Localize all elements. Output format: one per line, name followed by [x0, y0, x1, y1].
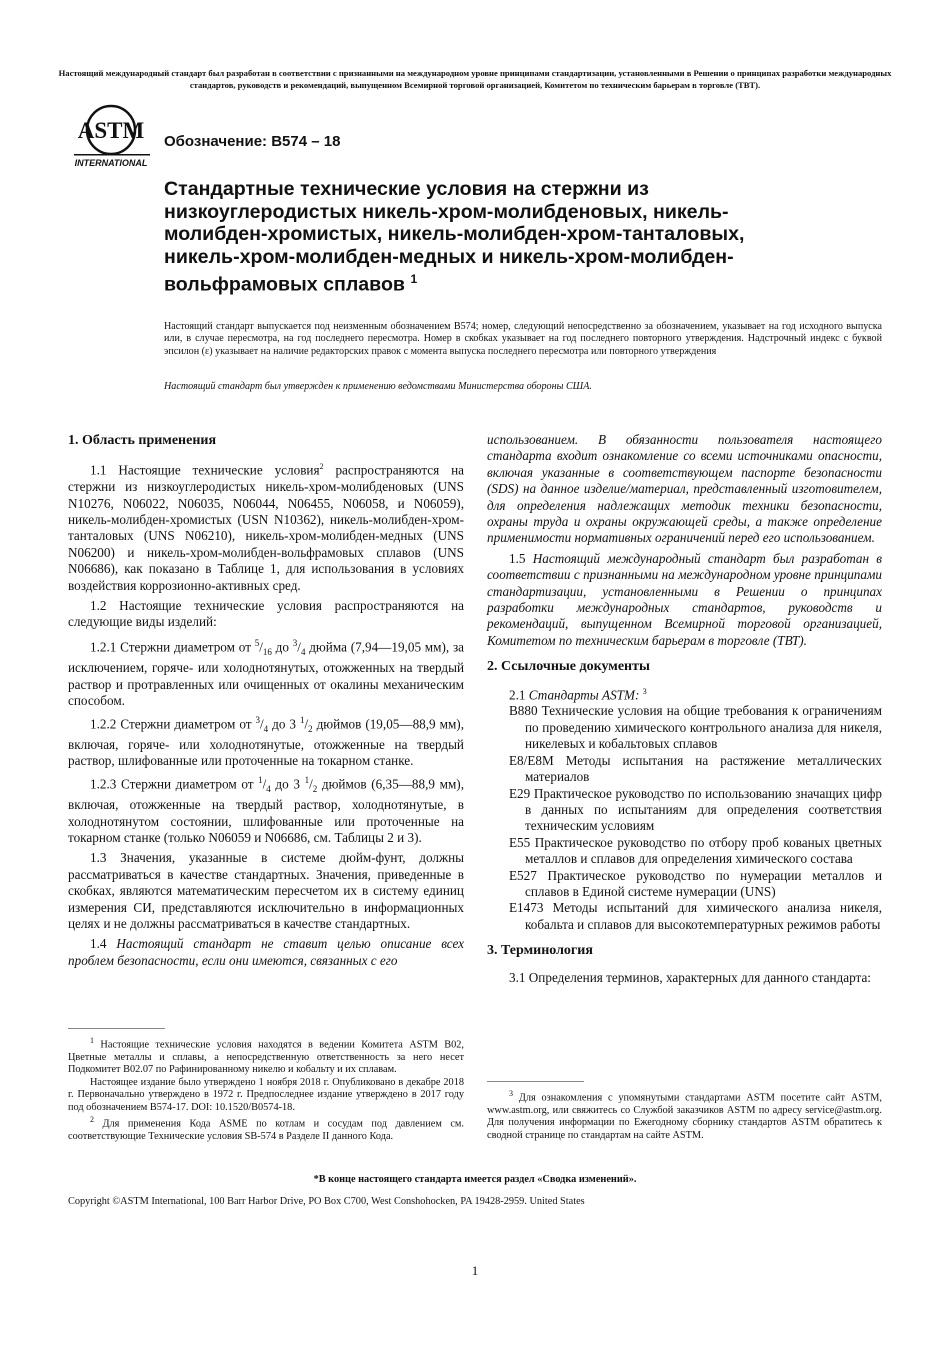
international-standard-notice: Настоящий международный стандарт был разработан в соответствии с признанными на международном уровне принципами стандартизации, установленными в Решении о принципах разработки международных стандартов, руководств и рекомендаций, выпущенном Всемирной торговой организацией, Комитетом по техническим барьерам в торговле (ТВТ). [58, 68, 892, 90]
reference-item: E1473 Методы испытаний для химического анализа никеля, кобальта и сплавов для высокотемпературных режимов работы [509, 900, 882, 932]
paragraph-1-2: 1.2 Настоящие технические условия распространяются на следующие виды изделий: [68, 598, 464, 630]
p122-f2n: 1 [299, 714, 305, 725]
p121-f1n: 5 [254, 637, 260, 648]
reference-item: E29 Практическое руководство по использованию значащих цифр в данных по испытаниям для определения соответствия техническим условиям [509, 785, 882, 834]
p21-footnote-marker: 3 [642, 686, 647, 696]
footnote-1 [68, 1035, 464, 1077]
footnote-separator [487, 1081, 584, 1082]
page-number: 1 [471, 1263, 479, 1278]
p123-f1n: 1 [258, 774, 263, 785]
paragraph-1-4-continued: использованием. В обязанности пользователя настоящего стандарта входит ознакомление со всеми источниками опасности, включая указанные в соответствующем паспорте безопасности (SDS) на данное изделие/материал, представленный изготовителем, для определения надлежащих методик техники безопасности, охраны труда и охраны окружающей среды, а также определение применимости нормативных ограничений перед его использованием. [487, 432, 882, 546]
right-footnotes [487, 1081, 882, 1142]
p122-a: 1.2.2 Стержни диаметром от [90, 715, 256, 731]
p122-b: дюймов (19,05—88,9 мм), включая, горяче- или холоднотянутые, отожженные на твердый раствор, шлифованные или проточенные на токарном станке. [68, 715, 464, 769]
footnote-1b: Настоящее издание было утверждено 1 ноября 2018 г. Опубликовано в декабре 2018 г. Первоначально утверждено в 1972 г. Предпоследнее издание утверждено в 2017 году под обозначением B574-17. DOI: 10.1520/B0574-18. [68, 1076, 464, 1113]
section-3-heading: 3. Терминология [487, 943, 593, 959]
section-2-heading: 2. Ссылочные документы [487, 659, 650, 675]
reference-item: B880 Технические условия на общие требования к ограничениям по проведению химического контрольного анализа для никеля, никелевых и кобальтовых сплавов [509, 703, 882, 752]
p121-f2n: 3 [292, 637, 298, 648]
reference-item: E8/E8M Методы испытания на растяжение металлических материалов [509, 752, 882, 785]
reference-item: E55 Практическое руководство по отбору проб кованых цветных металлов и сплавов для определения химического состава [509, 834, 882, 867]
astm-logo [64, 100, 159, 172]
footnote-2 [68, 1114, 464, 1143]
p1-1-text-a: 1.1 Настоящие технические условия [90, 462, 320, 478]
p21-num: 2.1 [509, 687, 529, 703]
p123-mid: до 3 [270, 776, 305, 792]
fn1-marker: 1 [90, 1036, 94, 1045]
p121-f2d: 4 [300, 646, 306, 657]
fn2-marker: 2 [90, 1115, 94, 1125]
p121-a: 1.2.1 Стержни диаметром от [90, 639, 255, 655]
paragraph-1-2-1: 1.2.1 Стержни диаметром от $^5/_{16}$ до $^3/_4$ дюйма (7,94—19,05 мм), за исключением, горяче- или холоднотянутых, отожженных на твердый раствор и протравленных или очищенных от окалины механическим способом. [68, 637, 465, 709]
fn3-marker: 3 [509, 1089, 513, 1098]
paragraph-2-1 [487, 684, 882, 704]
paragraph-1-4 [68, 936, 464, 969]
p121-mid: до [271, 639, 293, 655]
p15-num: 1.5 [509, 550, 533, 566]
logo-top-text: ASTM [77, 118, 145, 143]
p122-f1d: 4 [263, 723, 269, 734]
p123-a: 1.2.3 Стержни диаметром от [90, 776, 259, 792]
footnote-3 [487, 1088, 882, 1142]
copyright: Copyright ©ASTM International, 100 Barr Harbor Drive, PO Box C700, West Conshohocken, PA 19428-2959. United States [68, 1196, 585, 1207]
p15-text: Настоящий международный стандарт был разработан в соответствии с признанными на международном уровне принципами стандартизации, установленными в Решении о принципах разработки международных стандартов, руководств и рекомендаций, выпущенном Всемирной торговой организацией, Комитетом по техническим барьерам в торговле (ТВТ). [487, 550, 882, 648]
approval-note: Настоящий стандарт был утвержден к применению ведомствами Министерства обороны США. [164, 381, 592, 392]
document-title [164, 178, 804, 296]
designation: Обозначение: B574 – 18 [164, 133, 341, 150]
summary-of-changes-note: *В конце настоящего стандарта имеется раздел «Сводка изменений». [313, 1174, 637, 1185]
p14-num: 1.4 [90, 936, 117, 952]
title-text: Стандартные технические условия на стержни из низкоуглеродистых никель-хром-молибденовых, никель-молибден-хромистых, никель-молибден-хром-танталовых, никель-хром-молибден-медных и никель-хром-молибден-вольфрамовых сплавов [164, 178, 745, 296]
p21-text: Стандарты ASTM: [528, 687, 640, 703]
fn1-text: Настоящие технические условия находятся в ведении Комитета ASTM B02, Цветные металлы и сплавы, а непосредственную ответственность за него несет Подкомитет B02.07 по Рафинированному никелю и кобальту и их сплавам. [68, 1039, 464, 1076]
left-footnotes [68, 1028, 464, 1144]
paragraph-1-3: 1.3 Значения, указанные в системе дюйм-фунт, должны рассматриваться в качестве стандартных. Значения, приведенные в скобках, являются математическим пересчетом их в систему единиц измерения СИ, представляются исключительно в информационных целях и не должны рассматриваться в качестве стандартных. [68, 850, 464, 932]
title-footnote-marker: 1 [410, 272, 418, 286]
p122-f1n: 3 [255, 714, 260, 725]
p123-f1d: 4 [266, 783, 271, 794]
p121-b: дюйма (7,94—19,05 мм), за исключением, горяче- или холоднотянутых, отожженных на твердый раствор и протравленных или очищенных от окалины механическим способом. [68, 639, 465, 709]
paragraph-1-1 [68, 459, 464, 594]
paragraph-1-5 [487, 551, 882, 649]
p122-mid: до 3 [268, 715, 300, 731]
p123-f2n: 1 [304, 774, 310, 785]
p123-b: дюймов (6,35—88,9 мм), включая, отожженные на твердый раствор, холоднотянутые, в холоднотянутом состоянии, шлифованные или проточенные на токарном станке (только N06059 и N06686, см. Таблицы 2 и 3). [68, 776, 464, 846]
p122-f2d: 2 [308, 723, 313, 734]
left-column [68, 433, 464, 969]
p1-1-text-b: распространяются на стержни из низкоуглеродистых никель-хром-молибденовых (UNS N10276, N06022, N06035, N06044, N06455, N06058, и N06059), никель-молибден-хромистых (USN N10362), никель-молибден-хром-танталовых (UNS N06210), никель-хром-молибден-медных (UNS N06200) и никель-хром-молибден-вольфрамовых сплавов (UNS N06686), как показано в Таблице 1, для использования в условиях воздействия коррозионно-активных сред. [68, 462, 464, 593]
section-1-heading: 1. Область применения [68, 433, 217, 448]
paragraph-1-2-2: 1.2.2 Стержни диаметром от $^3/_4$ до 3 $^1/_2$ дюймов (19,05—88,9 мм), включая, горяче- или холоднотянутые, отожженные на твердый раствор, шлифованные или проточенные на токарном станке. [68, 714, 464, 769]
fn2-text: Для применения Кода ASME по котлам и сосудам под давлением см. соответствующие Технические условия SB-574 в Разделе II данного Кода. [68, 1118, 464, 1143]
logo-bottom-text: INTERNATIONAL [74, 158, 148, 168]
referenced-documents-list [509, 703, 882, 933]
paragraph-1-2-3: 1.2.3 Стержни диаметром от $^1/_4$ до 3 $^1/_2$ дюймов (6,35—88,9 мм), включая, отожженные на твердый раствор, холоднотянутые, в холоднотянутом состоянии, шлифованные или проточенные на токарном станке (только N06059 и N06686, см. Таблицы 2 и 3). [68, 774, 464, 846]
reference-item: E527 Практическое руководство по нумерации металлов и сплавов в Единой системе нумерации (UNS) [509, 867, 882, 899]
p14-text: Настоящий стандарт не ставит целью описание всех проблем безопасности, если они имеются, связанных с его [68, 936, 465, 968]
p123-f2d: 2 [312, 783, 318, 794]
astm-logo-icon [64, 100, 159, 172]
paragraph-3-1: 3.1 Определения терминов, характерных для данного стандарта: [509, 969, 871, 985]
p1-1-footnote-marker: 2 [319, 462, 324, 472]
p121-f1d: 16 [262, 646, 272, 657]
right-column [487, 432, 882, 986]
fn3-text: Для ознакомления с упомянутыми стандартами ASTM посетите сайт ASTM, www.astm.org, или свяжитесь со Службой заказчиков ASTM по адресу service@astm.org. Для получения информации по Ежегодному сборнику стандартов ASTM обратитесь к сводной странице по стандартам на сайте ASTM. [487, 1092, 883, 1141]
intro-paragraph: Настоящий стандарт выпускается под неизменным обозначением B574; номер, следующий непосредственно за обозначением, указывает на год исходного выпуска или, в случае пересмотра, на год последнего пересмотра. Номер в скобках указывает на год последнего повторного утверждения. Надстрочный индекс с буквой эпсилон (ε) указывает на наличие редакторских правок с момента выпуска последнего пересмотра или повторного утверждения [164, 321, 882, 357]
footnote-separator [68, 1028, 165, 1029]
